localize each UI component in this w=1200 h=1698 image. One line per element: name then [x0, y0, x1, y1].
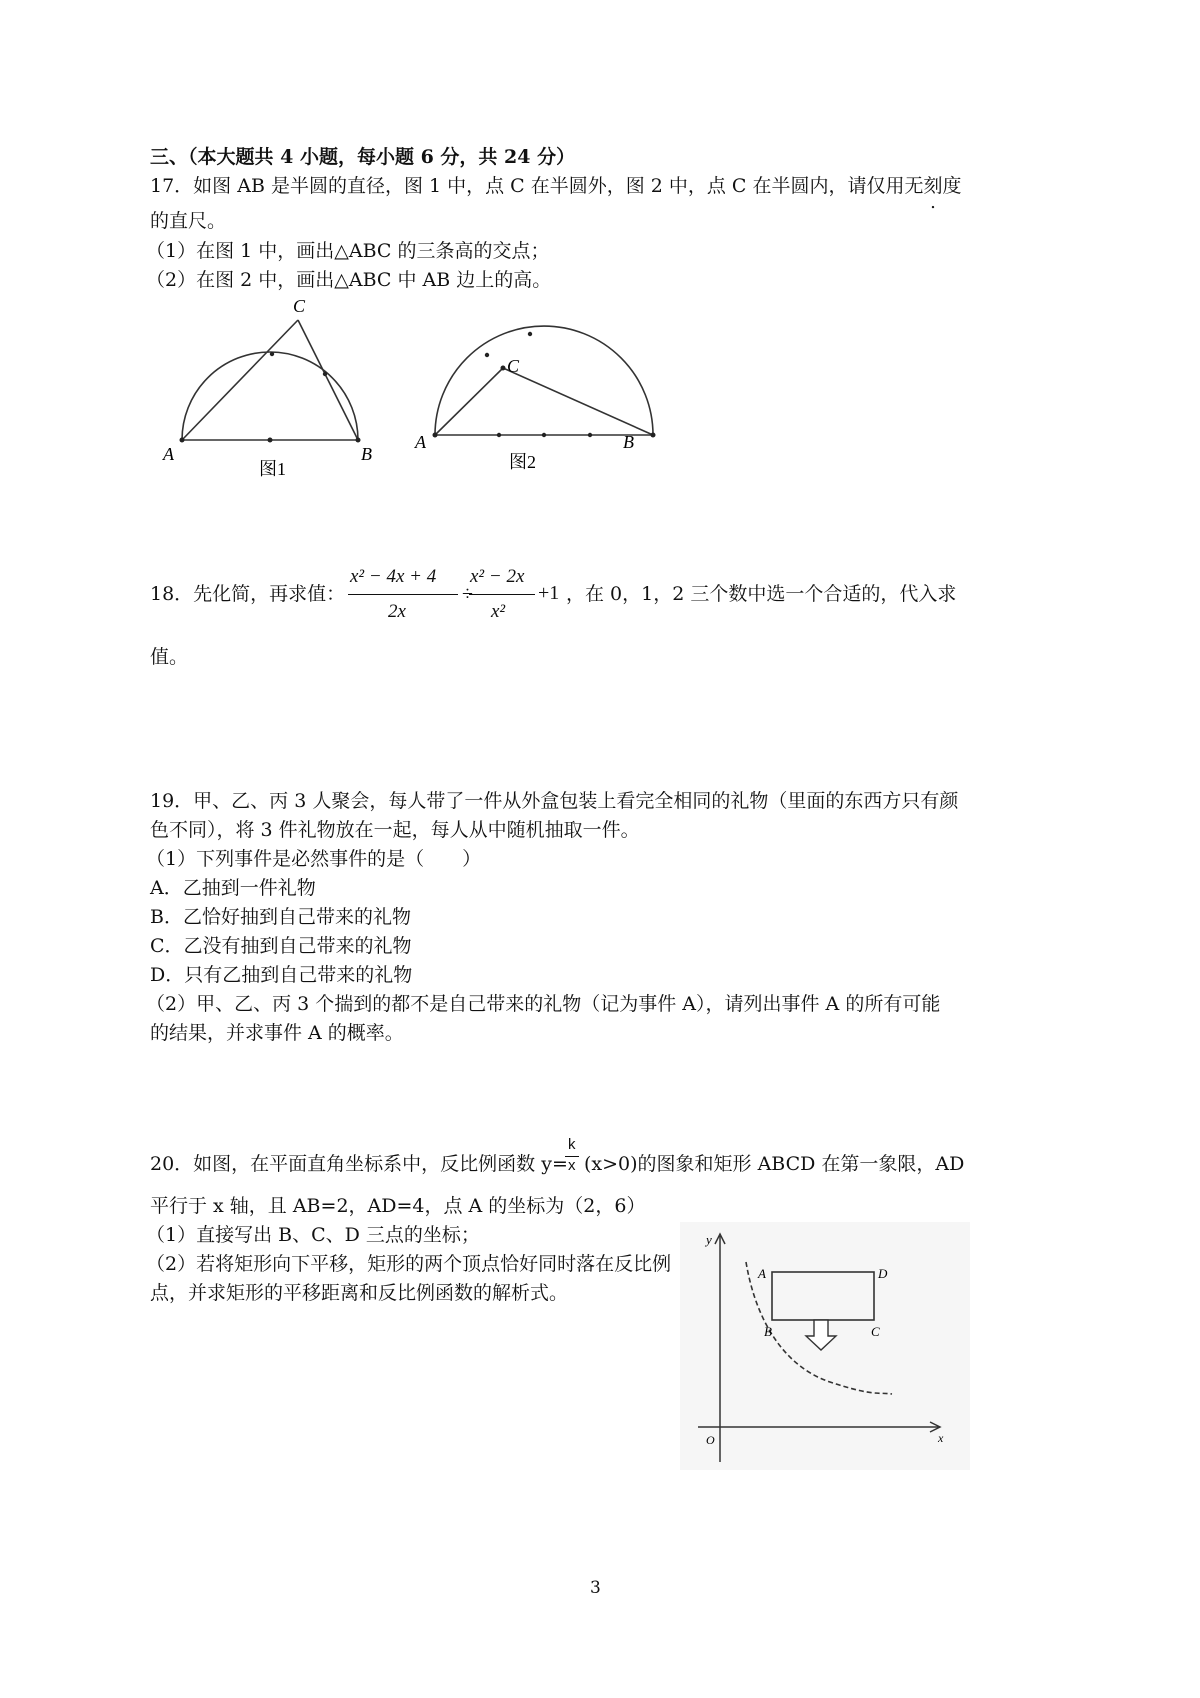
page-number: 3 — [590, 1578, 601, 1598]
fig2-label-c: C — [507, 356, 520, 376]
graph-y-label: y — [706, 1232, 712, 1247]
q19-line1: 19．甲、乙、丙 3 人聚会，每人带了一件从外盒包装上看完全相同的礼物（里面的东西方只有颜 — [150, 790, 959, 812]
q20-part2-line2: 点，并求矩形的平移距离和反比例函数的解析式。 — [150, 1282, 569, 1304]
q19-option-c: C．乙没有抽到自己带来的礼物 — [150, 935, 412, 957]
q18-divide-sign: ÷ — [462, 583, 473, 605]
fig2-label-b: B — [623, 432, 634, 452]
q18-frac1-denominator: 2x — [388, 601, 406, 622]
q19-part2-line2: 的结果，并求事件 A 的概率。 — [150, 1022, 404, 1044]
q20-line2: 平行于 x 轴，且 AB=2，AD=4，点 A 的坐标为（2，6） — [150, 1195, 646, 1217]
q17-emphasis: 无刻度 — [904, 175, 962, 197]
q17-part1: （1）在图 1 中，画出△ABC 的三条高的交点； — [146, 240, 550, 262]
q20-part1: （1）直接写出 B、C、D 三点的坐标； — [146, 1224, 480, 1246]
section-heading: 三、（本大题共 4 小题，每小题 6 分，共 24 分） — [150, 146, 576, 168]
q18-prefix: 18．先化简，再求值： — [150, 583, 346, 605]
q20-part2-line1: （2）若将矩形向下平移，矩形的两个顶点恰好同时落在反比例 — [146, 1253, 672, 1275]
q20-graph — [680, 1222, 970, 1470]
graph-origin: O — [706, 1433, 715, 1447]
q18-suffix: ，在 0，1，2 三个数中选一个合适的，代入求 — [566, 583, 957, 605]
q19-option-a: A．乙抽到一件礼物 — [150, 877, 316, 899]
fig1-label-a: A — [163, 444, 174, 464]
q17-part2: （2）在图 2 中，画出△ABC 中 AB 边上的高。 — [146, 269, 552, 291]
q19-part1: （1）下列事件是必然事件的是（ ） — [146, 848, 482, 870]
q17-line2: 的直尺。 — [150, 210, 227, 232]
fig1-label-c: C — [293, 296, 306, 316]
q18-frac2-denominator: x² — [491, 601, 506, 622]
q17-line1 — [150, 172, 962, 200]
q17-line1-text: 17．如图 AB 是半圆的直径，图 1 中，点 C 在半圆外，图 2 中，点 C 在半圆内，请仅用 — [150, 175, 905, 197]
fig1-caption: 图1 — [259, 459, 286, 479]
q20-x: x — [568, 1157, 576, 1174]
q18-frac1-bar — [348, 594, 458, 595]
q17-figure-1 — [155, 290, 395, 490]
graph-label-a: A — [758, 1266, 766, 1281]
q18-frac1-numerator: x² − 4x + 4 — [350, 566, 437, 587]
q20-k: k — [568, 1136, 576, 1153]
fig2-label-a: A — [415, 432, 426, 452]
graph-x-label: x — [938, 1431, 944, 1445]
q19-option-d: D．只有乙抽到自己带来的礼物 — [150, 964, 413, 986]
q20-line1-a: 20．如图，在平面直角坐标系中，反比例函数 y= — [150, 1153, 568, 1175]
q19-part2-line1: （2）甲、乙、丙 3 个揣到的都不是自己带来的礼物（记为事件 A），请列出事件 A 的所有可能 — [146, 993, 941, 1015]
q18-plus-one: +1 — [538, 582, 560, 604]
fig1-label-b: B — [361, 444, 372, 464]
graph-label-d: D — [878, 1266, 888, 1281]
fig2-caption: 图2 — [509, 452, 536, 472]
graph-label-b: B — [764, 1324, 772, 1339]
q17-figure-2 — [405, 320, 685, 490]
q18-line2: 值。 — [150, 646, 189, 668]
graph-label-c: C — [871, 1324, 880, 1339]
q18-frac2-numerator: x² − 2x — [470, 566, 525, 587]
q18-frac2-bar — [469, 594, 535, 595]
q19-line2: 色不同），将 3 件礼物放在一起，每人从中随机抽取一件。 — [150, 819, 640, 841]
q20-line1-b: (x>0)的图象和矩形 ABCD 在第一象限，AD — [584, 1153, 965, 1175]
q19-option-b: B．乙恰好抽到自己带来的礼物 — [150, 906, 411, 928]
